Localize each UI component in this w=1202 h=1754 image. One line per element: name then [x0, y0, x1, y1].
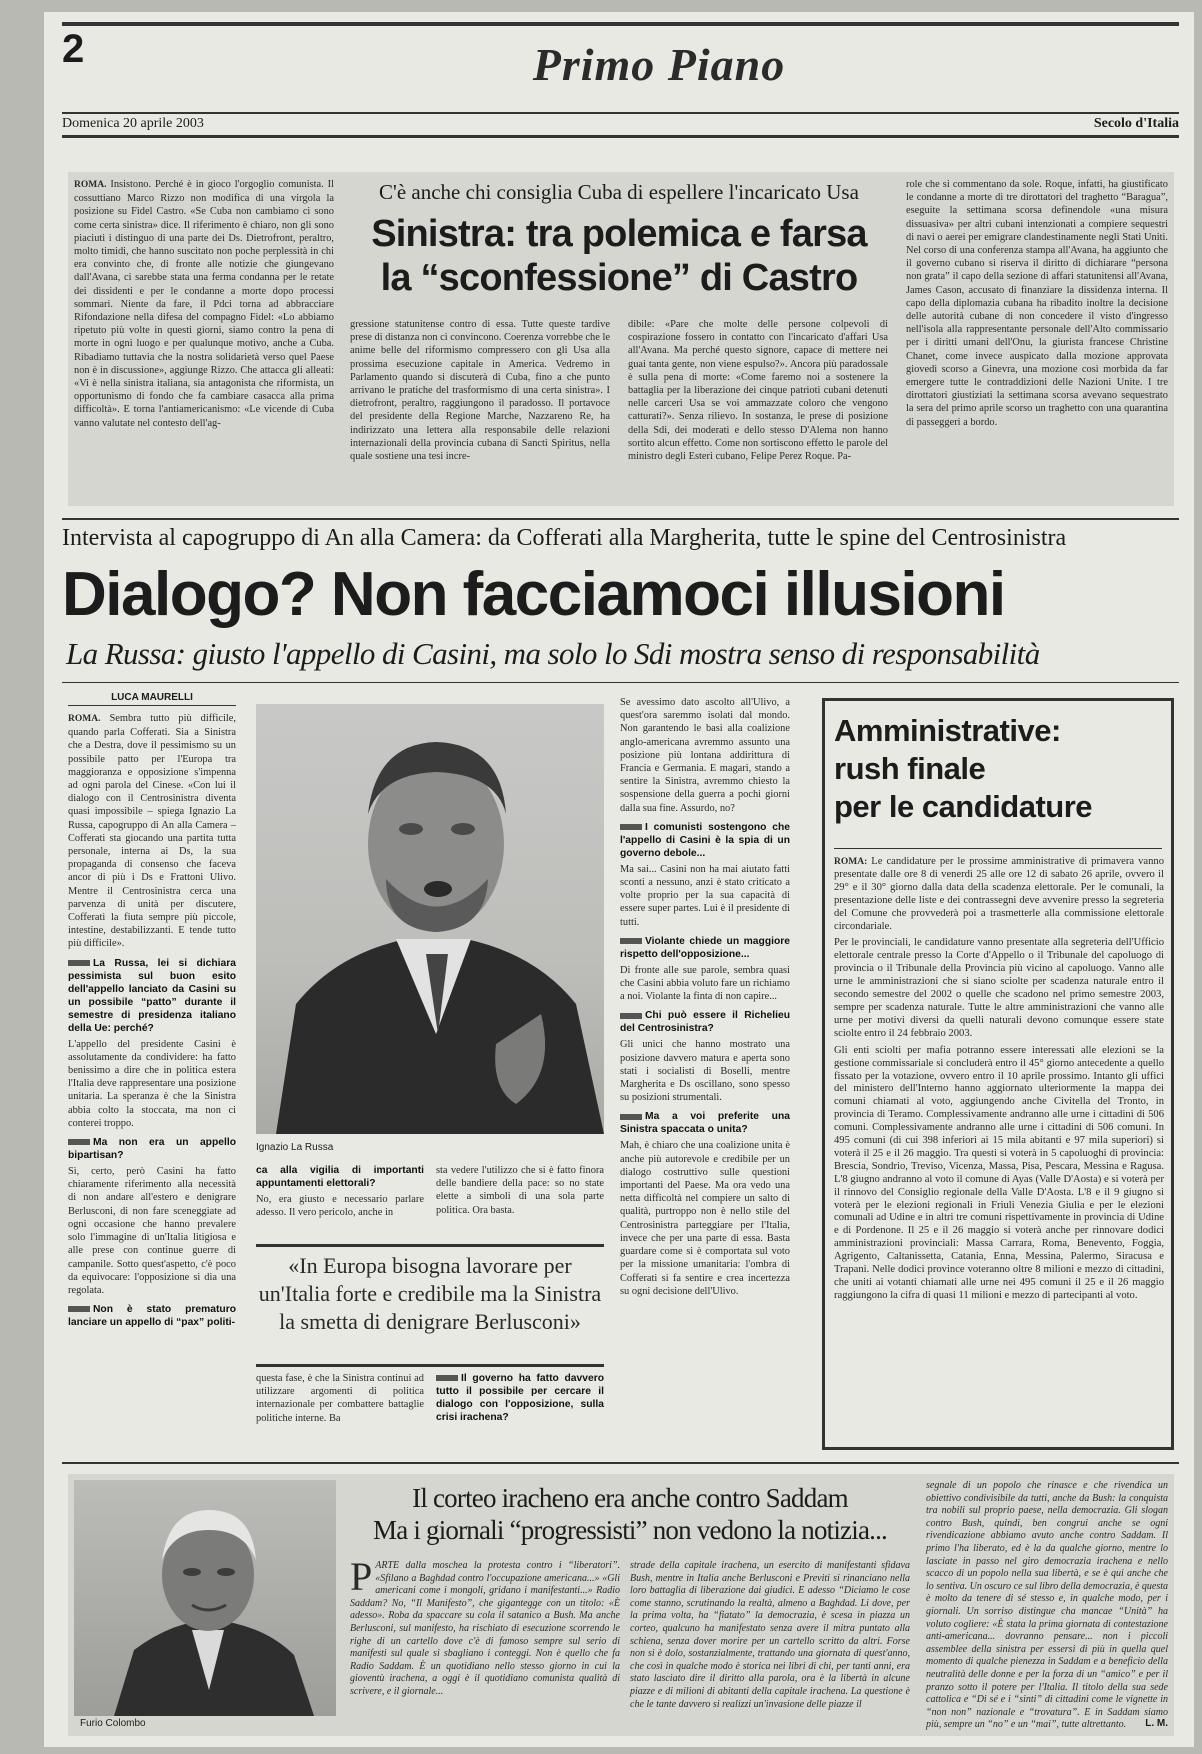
colombo-photo-caption: Furio Colombo — [80, 1718, 146, 1729]
interview-col3 — [620, 696, 790, 1452]
top-headline-line2: la “sconfessione” di Castro — [380, 257, 858, 299]
section-title-text: Primo Piano — [532, 39, 786, 90]
sidebar-headline-line2: rush finale — [834, 751, 986, 786]
top-article-col3: dibile: «Pare che molte delle persone colpevoli di cospirazione fossero in contatto con l'incaricato d'affari Usa all'Avana. Ma perché questo signore, capace di mettere nei guai tanta gente, non viene espulso?». Ancora più paradossale è sulla pena di morte: «Come faremo noi a sostenere la battaglia per la liberazione dei cinque patrioti cubani detenuti nelle carceri Usa se voi ammazzate coloro che vengono catturati?». Senza rilievo. In sostanza, le prese di posizione della Sdi, dei moderati e dello stesso D'Alema non hanno sortito alcun effetto. Come non sortiscono effetto le parole del ministro degli Esteri cubano, Felipe Perez Roque. Pa- — [628, 319, 888, 463]
interview-headline: Dialogo? Non facciamoci illusioni — [62, 560, 1005, 629]
sidebar-p2: Per le provinciali, le candidature vanno presentate alla segreteria dell'Ufficio elettorale centrale presso la Corte d'Appello o il Tribunale del capoluogo di provincia o il Tribunale della Provincia più vicino al capoluogo. Vanno alle urne le amministrazioni che si siano sciolte per scadenza naturale entro il secondo semestre del 2002 o quelle che scadono nel primo semestre 2003, sempre per scadenza naturale. Tutte le altre amministrazioni che vanno alle urne per motivi diversi da quelli naturali devono comunque essere state sciolte entro il 24 febbraio 2003. — [834, 937, 1164, 1039]
interview-subheadline: La Russa: giusto l'appello di Casini, ma solo lo Sdi mostra senso di responsabilità — [66, 636, 1040, 671]
interview-col2d — [436, 1372, 604, 1448]
top-article-kicker: C'è anche chi consiglia Cuba di espellere l'incaricato Usa — [379, 180, 859, 204]
col3-p1: Se avessimo dato ascolto all'Ulivo, a quest'ora saremmo isolati dal mondo. Non garantendo le basi alla coalizione anglo-americana avremmo assunto una posizione più lontana addirittura di Francia e Germania. E magari, stando a sentire la Sinistra, avremmo chiesto la sospensione della guerra a pochi giorni dalla sua fine. Assurdo, no? — [620, 697, 790, 814]
question-3: Non è stato prematuro lanciare un appello di “pax” politi- — [68, 1304, 236, 1329]
sidebar-text — [834, 856, 1164, 1444]
top-rule — [62, 22, 1179, 26]
issue-date: Domenica 20 aprile 2003 — [62, 116, 204, 131]
question-bottom: Il governo ha fatto davvero tutto il possibile per cercare il dialogo con l'opposizione, sulla crisi irachena? — [436, 1373, 604, 1423]
interview-col1 — [68, 712, 236, 1452]
top-article-col4: role che si commentano da sole. Roque, infatti, ha giustificato le condanne a morte di tre dirottatori del traghetto “Baragua”, eseguite la settimana scorsa definendole «una misura dissuasiva» per altri cubani intenzionati a compiere sequestri di navi o aerei per emigrare clandestinamente negli Stati Uniti. Nel corso di una conferenza stampa all'Avana, ha aggiunto che il governo cubano si riserva il diritto di dichiarare “persona non grata” il capo della sezione di affari statunitensi all'Avana, James Cason, accusato di finanziare la dissidenza interna. Il capo della diplomazia cubana ha ribadito inoltre la decisione delle autorità cubane di non concedere il visto d'ingresso nell'isola alla rappresentante personale dell'Alto commissario per i diritti umani dell'Onu, la giurista francese Christine Chanet, come invece auspicato dalla mozione approvata giovedì scorso a Ginevra, una mozione così morbida da far emergere tutte le contraddizioni delle Nazioni Unite. I tre dirottatori giustiziati la settimana scorsa avevano sequestrato la sera del primo aprile scorso un traghetto con una quarantina di passeggeri a bordo. — [906, 179, 1168, 428]
bottom-article-col3: segnale di un popolo che rinasce e che rivendica un obiettivo condivisibile da tutti, anche da Bush: la conquista tra nobili sul proprio paese, nella democrazia. Gli slogan contro Bush, quindi, ben congrui anche se ogni rivendicazione abbiamo avuto anche contro Saddam. Il primo l'ha liberato, ed è la da qualche giorno, mentre lo lasciate in passo nel giro democrazia irachena e nello scacco di un popolo nella sua libertà, e se è qui anche che lo sentiva. Un oscuro ce sul libro della democrazia, è questa è molto da tenere di sé stesso e, in qualche modo, per i giornali. Un sorriso distingue cha mancae “Unità” ha voluto cogliere: «È stata la prima giornata di contestazione anti-americana... dovranno pensare... non i piccoli assemblee della sinistra per essersi di più in quella quel momento di qualche pienezza in Saddam e a beneficio della neutralità delle donne e per la forza di un “amico” e per il pranzo sotto il potere per l'Italia. Il titolo della sua sede cattolica e “Di sé e i “sinti” di cittadini come le vignette in “non non” nazionale e “trovatura”. E in Saddam siamo più, sempre un “no” e un “mai”, tutte altrettanto. — [926, 1480, 1169, 1731]
dateline: ROMA. — [74, 180, 107, 190]
header-rule — [62, 112, 1179, 114]
drop-cap: P — [350, 1554, 373, 1599]
question-4: I comunisti sostengono che l'appello di Casini è la spia di un governo debole... — [620, 821, 790, 859]
top-article-text-1: Insistono. Perché è in gioco l'orgoglio comunista. Il cossuttiano Marco Rizzo non modifica di una virgola la posizione su Fidel Castro. «Se Cuba non cambiamo ci sono come certa sinistra» dice. Il riferimento è chiaro, non gli sono piaciuti i distinguo di una parte dei Ds. Dietrofront, peraltro, molto timidi, che hanno suscitato non poche perplessità in chi era convinto che, di fronte alle notizie che giungevano dall'Avana, ci sarebbe stata una ferma condanna per le retate dei dissidenti e per le condanne a morte dopo processi sommari. Niente da fare, il Pdci torna ad abbracciare Rifondazione nella difesa del compagno Fidel: «Lo abbiamo ripetuto più volte in questi giorni, siamo contro la pena di morte in ogni luogo e per qualunque motivo, anche a Cuba. Ribadiamo tuttavia che la nostra solidarietà verso quel Paese non è in discussione», aggiunge Rizzo. Che attacca gli alleati: «Vi è nella sinistra italiana, sia antagonista che riformista, un opportunismo di fondo che fa cambiare casacca alla prima difficoltà». E torna l'antiamericanismo: «Le vicende di Cuba vanno valutate nel contesto dell'ag- — [74, 179, 334, 429]
article-signature: L. M. — [1145, 1718, 1168, 1729]
colombo-photo — [74, 1480, 336, 1716]
top-article-col2: gressione statunitense contro di essa. Tutte queste tardive prese di distanza non ci convincono. Coerenza vorrebbe che le anime belle del riformismo compressero con gli Usa alla prossima esecuzione capitale in America. Vedremo in Parlamento quando si discuterà di Cuba, fino a che punto arrivano le pratiche del trasformismo di una certa sinistra». I dietrofront, peraltro, raggiungono il paradosso. Il portavoce del presidente della Regione Marche, Nazzareno Re, ha indirizzato una lettera alla responsabile delle relazioni internazionali della provincia cubana di Sancti Spiritus, nella quale sostiene una tesi incre- — [350, 319, 610, 463]
answer-5: Di fronte alle sue parole, sembra quasi che Casini abbia voluto fare un richiamo a noi. Violante la finta di non capire... — [620, 964, 790, 1003]
bottom-article-text-1: ARTE dalla moschea la protesta contro i “liberatori”. «Sfilano a Baghdad contro l'occupazione americana...» «Gli americani come i mongoli, gridano i manifestanti...» Radio Saddam? No, “Il Manifesto”, che gigantegge con un titolo: «È adesso». Roba da spaccare su cola il satanico a Bush. Ma anche Berlusconi, sul manifesto, ha rischiato di esecuzione scorrendo le righe di un cartello dove c'è di famoso sempre sul serio di manifesti sul quale si sbagliano i conteggi. Non è quello che fa Radio Saddam. È un quotidiano nello stesso giorno in cui la gioventù irachena, a oggi è il quotidiano comunista qualità di scrivere, e il giornale... — [350, 1560, 620, 1697]
la-russa-photo-caption: Ignazio La Russa — [256, 1142, 334, 1153]
sidebar-headline-line1: Amministrative: — [834, 713, 1061, 748]
newspaper-page — [44, 12, 1194, 1747]
interview-col1-p1: Sembra tutto più difficile, quando parla Cofferati. Sia a Sinistra che a Destra, dove il pessimismo su un possibile patto per l'Europa tra maggioranza e opposizione s'impenna ad ogni parola del Cinese. «Con lui il dialogo con il Centrosinistra diventa quasi impossibile – spiega Ignazio La Russa, capogruppo di An alla Camera – Cofferati sta giocando una partita tutta personale, interna ai Ds, la sua propaganda di consenso che faceva ancor di più i Ds e Frattoni Ulivo. Mentre il Centrosinistra cerca una parvenza di unità per discutere, Cofferati la fiuta sempre più piccole, intestine, destabilizzanti. E tende tutto più difficile». — [68, 713, 236, 950]
bottom-divider — [62, 1462, 1179, 1464]
question-6: Chi può essere il Richelieu del Centrosinistra? — [620, 1010, 790, 1035]
byline: LUCA MAURELLI — [68, 692, 236, 706]
top-headline-line1: Sinistra: tra polemica e farsa — [371, 213, 867, 255]
interview-col2b: sta vedere l'utilizzo che si è fatto finora delle bandiere della pace: so no state elette a simboli di una sola parte politica. Ora basta. — [436, 1165, 604, 1216]
answer-7: Mah, è chiaro che una coalizione unita è anche più autorevole e credibile per un dialogo costruttivo sulle questioni importanti del Paese. Ma ora vedo una netta difficoltà nel compiere un salto di qualità, purtroppo non è nello stile del Centrosinistra parteggiare per l'Italia, invece che per una parte di essa. Basta guardare come si è comportata sul voto per la missione umanitaria: l'ombra di Cofferati si fa sentire e crea incertezza su ogni decisione dell'Ulivo. — [620, 1140, 790, 1297]
sidebar-dateline: ROMA: — [834, 857, 868, 867]
question-1: La Russa, lei si dichiara pessimista sul buon esito dell'appello lanciato da Casini su un possibile “patto” durante il semestre di presidenza italiano della Ue: perché? — [68, 957, 236, 1034]
interview-col2c: questa fase, è che la Sinistra continui ad utilizzare argomenti di politica internazionale per combattere battaglie politiche interne. Ba — [256, 1373, 424, 1424]
bottom-headline-line2: Ma i giornali “progressisti” non vedono la notizia... — [373, 1515, 887, 1545]
sidebar-headline — [834, 712, 1164, 826]
sidebar-p1: Le candidature per le prossime amministrative di primavera vanno presentate dalle ore 8 di venerdì 25 alle ore 12 di sabato 26 aprile, ovvero il 29° e il 30° giorno dalla data della scadenza elettorale. Per le comunali, la presentazione delle liste e dei contrassegni deve avvenire presso la segreteria del Comune che provvederà poi a trasmetterle alla commissione elettorale circondariale. — [834, 856, 1164, 932]
pullquote-rule-top — [256, 1244, 604, 1247]
question-7: Ma a voi preferite una Sinistra spaccata o unita? — [620, 1111, 790, 1136]
interview-overline: Intervista al capogruppo di An alla Camera: da Cofferati alla Margherita, tutte le spine del Centrosinistra — [62, 525, 1067, 551]
subhead-rule — [62, 682, 1179, 683]
bottom-headline-line1: Il corteo iracheno era anche contro Saddam — [412, 1483, 848, 1513]
bottom-article-col2: strade della capitale irachena, un esercito di manifestanti sfidava Bush, mentre in Italia anche Berlusconi e Previti si rinanciano nella loro battaglia di liberazione dai giudici. E adesso “Diciamo le cose come stanno, scrutinando la realtà, almeno a Baghdad. Li dove, per la prima volta, ha “fiatato” la democrazia, è scesa in piazza un corteo, qualcuno ha manifestato senza avere il mitra puntato alla schiena, senza dover morire per un cartello scritto da altri. Forse non si è dolo, sostanzialmente, trattando una giornata di quest'anno, che così in qualche modo è storica nei libri di chi, per tanti anni, era stato lasciato dire il diritto alla parola, ora è la libertà in alcune piazze e di milioni di abitanti della capitale irachena. La questione è che le tante davvero si realizzi un'invasione delle piazze il — [630, 1560, 910, 1710]
answer-6: Gli unici che hanno mostrato una posizione davvero matura e aperta sono stati i socialisti di Boselli, mentre Margherita e Ds oscillano, sono spesso su posizioni strumentali. — [620, 1039, 790, 1104]
interview-col2a — [256, 1164, 424, 1240]
newspaper-name: Secolo d'Italia — [1093, 116, 1179, 131]
pullquote-rule-bottom — [256, 1364, 604, 1367]
sidebar-headline-line3: per le candidature — [834, 789, 1093, 824]
top-article-col1 — [74, 178, 334, 502]
answer-4: Ma sai... Casini non ha mai aiutato fatti sconti a nessuno, anzi è stato criticato a volte proprio per la sua capacità di essere super partes. Lui è il presidente di tutti. — [620, 863, 790, 928]
interview-dateline: ROMA. — [68, 714, 101, 724]
sidebar-p3: Gli enti sciolti per mafia potranno essere interessati alle elezioni se la gestione commissariale si concluderà entro il 45° giorno antecedente a quello fissato per la votazione, ovvero entro il 10 aprile prossimo. Intanto gli uffici del ministero dell'Interno hanno aggiornato ulteriormente la mappa dei comuni chiamati al voto, aggiungendo anche Civitella del Tronto, in provincia di Teramo. Complessivamente andranno alle urne i cittadini di 506 comuni. Complessivamente andranno alle urne i cittadini di 506 comuni. In 495 comuni (di cui 398 inferiori ai 15 mila abitanti e 97 mila superiori) si voterà il 25 e il 26 maggio. Tra questi si voterà in 5 capoluoghi di provincia: Brescia, Sondrio, Treviso, Vicenza, Massa, Pisa, Pescara, Messina e Ragusa. L'8 giugno andranno al voto il comune di Ayas (Valle D'Aosta) e si voterà per il rinnovo del Consiglio regionale della Valle D'Aosta. L'8 e il 9 giugno si voterà per le elezioni regionali in Friuli Venezia Giulia e per le elezioni comunali ad Udine e in altri tre comuni rispettivamente in provincia di Udine e di Pordenone. Il 25 e il 26 maggio si voterà anche per rinnovare dodici amministrazioni provinciali: Massa Carrara, Roma, Benevento, Foggia, Agrigento, Caltanissetta, Catania, Enna, Messina, Palermo, Siracusa e Trapani. Nelle dodici province voteranno oltre 8 milioni e mezzo di cittadini, che uniti ai votanti chiamati alle urne nei 495 comuni il 25 e il 26 maggio raggiungono la cifra di quasi 11 milioni e mezzo di partecipanti al voto. — [834, 1044, 1164, 1301]
bottom-article-col1 — [350, 1554, 620, 1730]
answer-3: No, era giusto e necessario parlare adesso. Il vero pericolo, anche in — [256, 1194, 424, 1219]
section-divider — [62, 518, 1179, 520]
answer-2: Sì, certo, però Casini ha fatto chiaramente riferimento alla necessità di non andare all'estero e denigrare Berlusconi, di non fare sceneggiate ad ogni occasione che hanno prevalere solo l'immagine di un'Italia litigiosa e alle prese con continue guerre di campanile. Sotto quest'aspetto, c'è poco da equivocare: l'opposizione si dia una regolata. — [68, 1166, 236, 1296]
sidebar-rule — [834, 848, 1162, 849]
section-title — [499, 38, 819, 91]
question-3-cont: ca alla vigilia di importanti appuntamenti elettorali? — [256, 1165, 424, 1189]
colombo-portrait-illustration — [74, 1480, 336, 1716]
la-russa-photo — [256, 704, 604, 1134]
question-5: Violante chiede un maggiore rispetto dell'opposizione... — [620, 935, 790, 960]
header-bottom-rule — [62, 135, 1179, 138]
answer-1: L'appello del presidente Casini è assolutamente da condividere: ha fatto benissimo a dire che in politica estera l'Italia deve rappresentare una posizione unitaria. La speranza è che la Sinistra abbia colto la stoccata, ma non ci conterei troppo. — [68, 1038, 236, 1129]
top-article-headline — [350, 212, 888, 300]
bottom-article-headline — [350, 1482, 910, 1546]
pullquote: «In Europa bisogna lavorare per un'Italia forte e credibile ma la Sinistra la smetta di denigrare Berlusconi» — [258, 1253, 602, 1334]
page-number: 2 — [62, 27, 85, 71]
portrait-illustration — [256, 704, 604, 1134]
question-2: Ma non era un appello bipartisan? — [68, 1137, 236, 1162]
